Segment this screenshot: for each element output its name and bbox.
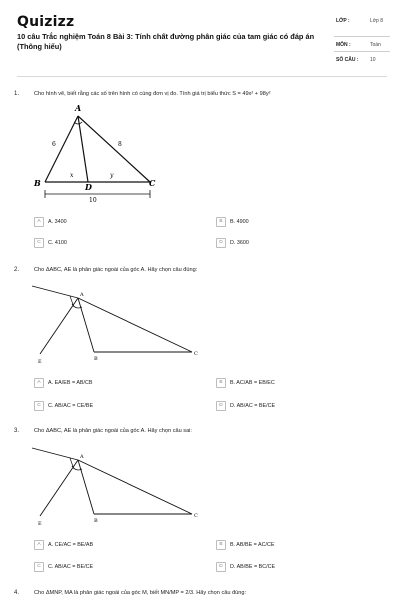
meta-class-label: LỚP : xyxy=(336,18,350,24)
label-e: E xyxy=(38,359,42,365)
option-1c-letter: C xyxy=(34,238,44,248)
option-1b-text: B. 4900 xyxy=(230,219,249,225)
label-ab: 6 xyxy=(52,141,56,148)
question-1-number: 1. xyxy=(14,91,20,97)
meta-subject-label: MÔN : xyxy=(336,42,351,48)
quizizz-logo: Quizizz xyxy=(17,14,75,30)
option-1a-text: A. 3400 xyxy=(48,219,67,225)
option-3d-text: D. AB/BE = BC/CE xyxy=(230,564,276,570)
option-2b-text: B. AC/AB = EB/EC xyxy=(230,380,275,386)
option-3b-letter: B xyxy=(216,540,226,550)
label-a: A xyxy=(80,292,84,298)
option-3d[interactable] xyxy=(216,562,275,572)
option-1d-text: D. 3600 xyxy=(230,240,249,246)
option-3a[interactable] xyxy=(34,540,93,550)
option-1c[interactable] xyxy=(34,238,67,248)
option-3b[interactable] xyxy=(216,540,275,550)
option-2a-letter: A xyxy=(34,378,44,388)
question-2-number: 2. xyxy=(14,267,20,273)
option-3a-text: A. CE/AC = BE/AB xyxy=(48,542,94,548)
option-2d[interactable] xyxy=(216,401,275,411)
label-b: B xyxy=(94,356,98,362)
label-bd: x xyxy=(70,172,74,179)
option-3c-letter: C xyxy=(34,562,44,572)
meta-class-value: Lớp 8 xyxy=(370,18,384,24)
meta-count-row xyxy=(334,52,390,66)
label-b: B xyxy=(34,178,41,188)
label-c: C xyxy=(194,351,198,357)
label-c: C xyxy=(149,178,156,188)
question-2-figure xyxy=(30,280,210,370)
label-dc: y xyxy=(110,172,114,179)
option-1c-text: C. 4100 xyxy=(48,240,67,246)
label-d: D xyxy=(85,182,92,192)
option-3d-letter: D xyxy=(216,562,226,572)
option-2c-text: C. AB/AC = CE/BE xyxy=(48,403,94,409)
option-2d-letter: D xyxy=(216,401,226,411)
meta-count-value: 10 xyxy=(370,57,376,63)
option-1a-letter: A xyxy=(34,217,44,227)
option-2c-letter: C xyxy=(34,401,44,411)
meta-subject-row xyxy=(334,37,390,52)
option-1b[interactable] xyxy=(216,217,249,227)
meta-panel xyxy=(334,16,390,66)
label-e: E xyxy=(38,521,42,527)
option-2d-text: D. AB/AC = BE/CE xyxy=(230,403,276,409)
question-1-text: Cho hình vẽ, biết rằng các số trên hình có cùng đơn vị đo. Tính giá trị biểu thức S = 49x² + 98y² xyxy=(34,91,271,97)
option-3c[interactable] xyxy=(34,562,93,572)
option-2b-letter: B xyxy=(216,378,226,388)
option-3c-text: C. AB/AC = BE/CE xyxy=(48,564,94,570)
label-c: C xyxy=(194,513,198,519)
meta-class-row xyxy=(334,16,390,37)
option-2a-text: A. EA/EB = AB/CB xyxy=(48,380,93,386)
label-bc: 10 xyxy=(89,197,97,204)
option-2a[interactable] xyxy=(34,378,93,388)
label-b: B xyxy=(94,518,98,524)
meta-count-label: SỐ CÂU : xyxy=(336,57,359,63)
option-1d-letter: D xyxy=(216,238,226,248)
option-1d[interactable] xyxy=(216,238,249,248)
question-4-number: 4. xyxy=(14,590,20,596)
header-divider xyxy=(17,76,387,77)
question-3-number: 3. xyxy=(14,428,20,434)
label-ac: 8 xyxy=(118,141,122,148)
question-4-text: Cho ΔMNP, MA là phân giác ngoài của góc M, biết MN/MP = 2/3. Hãy chọn câu đúng: xyxy=(34,590,247,596)
page-title: 10 câu Trắc nghiệm Toán 8 Bài 3: Tính chất đường phân giác của tam giác có đáp án (Thông hiểu) xyxy=(17,32,315,51)
question-3-text: Cho ΔABC, AE là phân giác ngoài của góc A. Hãy chọn câu sai: xyxy=(34,428,192,434)
option-2c[interactable] xyxy=(34,401,93,411)
option-2b[interactable] xyxy=(216,378,275,388)
label-a: A xyxy=(75,103,82,113)
question-3-figure xyxy=(30,442,210,532)
meta-subject-value: Toán xyxy=(370,42,381,48)
option-1b-letter: B xyxy=(216,217,226,227)
question-2-text: Cho ΔABC, AE là phân giác ngoài của góc A. Hãy chọn câu đúng: xyxy=(34,267,198,273)
option-3a-letter: A xyxy=(34,540,44,550)
option-3b-text: B. AB/BE = AC/CE xyxy=(230,542,275,548)
question-1-figure xyxy=(30,100,160,205)
label-a: A xyxy=(80,454,84,460)
option-1a[interactable] xyxy=(34,217,67,227)
